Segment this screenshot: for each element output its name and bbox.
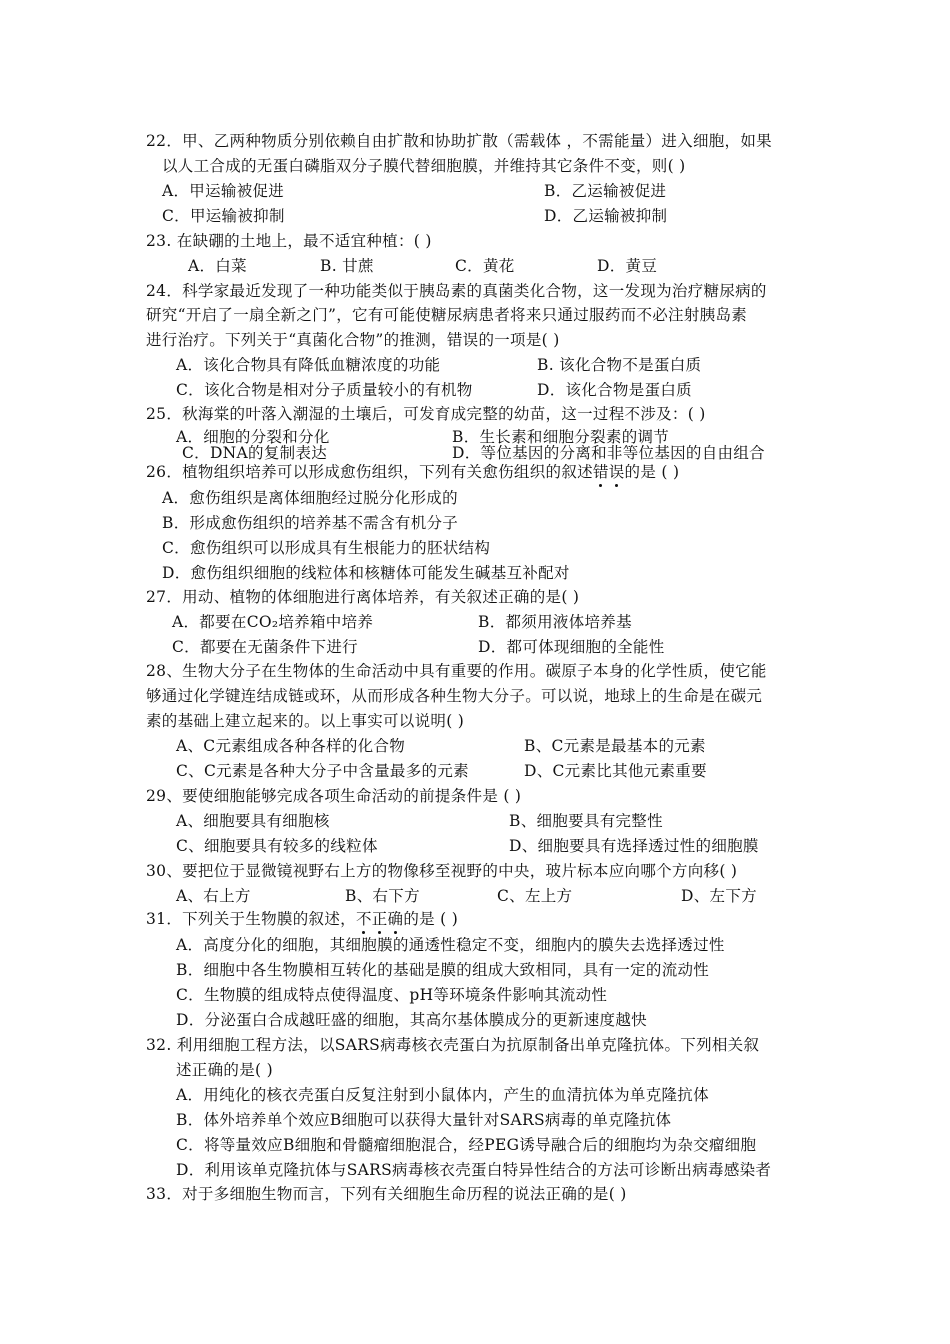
- q32-option-a: A．用纯化的核衣壳蛋白反复注射到小鼠体内，产生的血清抗体为单克隆抗体: [176, 1086, 709, 1104]
- q29-option-b: B、细胞要具有完整性: [509, 812, 663, 830]
- q31-option-b: B．细胞中各生物膜相互转化的基础是膜的组成大致相同，具有一定的流动性: [176, 961, 710, 979]
- q26-option-c: C．愈伤组织可以形成具有生根能力的胚状结构: [162, 539, 491, 557]
- q23-option-c: C．黄花: [455, 257, 515, 275]
- q29-option-c: C、细胞要具有较多的线粒体: [176, 837, 378, 855]
- q24-stem-line1: 24．科学家最近发现了一种功能类似于胰岛素的真菌类化合物，这一发现为治疗糖尿病的: [146, 282, 767, 300]
- q28-option-c: C、C元素是各种大分子中含量最多的元素: [176, 762, 469, 780]
- q26-option-b: B．形成愈伤组织的培养基不需含有机分子: [162, 514, 459, 532]
- q28-stem-line1: 28、生物大分子在生物体的生命活动中具有重要的作用。碳原子本身的化学性质，使它能: [146, 662, 767, 680]
- q22-stem-line2: 以人工合成的无蛋白磷脂双分子膜代替细胞膜，并维持其它条件不变，则( ): [162, 157, 686, 175]
- q26-emphasis: [593, 463, 625, 481]
- q27-option-c: C．都要在无菌条件下进行: [172, 638, 358, 656]
- q29-option-a: A、细胞要具有细胞核: [176, 812, 330, 830]
- q26-emphasis-text: 错误: [592, 463, 625, 481]
- q22-stem-line1: 22．甲、乙两种物质分别依赖自由扩散和协助扩散（需载体 ，不需能量）进入细胞，如果: [146, 132, 772, 150]
- q31-option-a: A．高度分化的细胞，其细胞膜的通透性稳定不变，细胞内的膜失去选择透过性: [176, 936, 725, 954]
- q31-emphasis-text: 不正确: [355, 910, 404, 928]
- q30-option-a: A、右上方: [176, 887, 251, 905]
- q30-option-d: D、左下方: [681, 887, 757, 905]
- q24-stem-line2: 研究“开启了一扇全新之门”，它有可能使糖尿病患者将来只通过服药而不必注射胰岛素: [146, 306, 748, 324]
- q25-option-c: C．DNA的复制表达: [182, 444, 328, 462]
- q28-option-b: B、C元素是最基本的元素: [524, 737, 706, 755]
- q26-option-d: D．愈伤组织细胞的线粒体和核糖体可能发生碱基互补配对: [162, 564, 570, 582]
- q23-option-a: A．白菜: [188, 257, 247, 275]
- q25-stem: 25．秋海棠的叶落入潮湿的土壤后，可发育成完整的幼苗，这一过程不涉及：( ): [146, 405, 706, 423]
- q28-stem-line3: 素的基础上建立起来的。以上事实可以说明( ): [146, 712, 465, 730]
- q30-option-c: C、左上方: [497, 887, 573, 905]
- q32-option-c: C．将等量效应B细胞和骨髓瘤细胞混合，经PEG诱导融合后的细胞均为杂交瘤细胞: [176, 1136, 757, 1154]
- q25-option-d: D．等位基因的分离和非等位基因的自由组合: [452, 444, 765, 462]
- q26-stem: [146, 462, 679, 482]
- q22-option-a: A．甲运输被促进: [162, 182, 285, 200]
- emphasis-dot: [615, 484, 618, 487]
- q27-stem: 27．用动、植物的体细胞进行离体培养，有关叙述正确的是( ): [146, 588, 580, 606]
- q33-stem: 33．对于多细胞生物而言，下列有关细胞生命历程的说法正确的是( ): [146, 1185, 627, 1203]
- q23-option-b: B. 甘蔗: [320, 257, 374, 275]
- q31-stem-pre: 31．下列关于生物膜的叙述，: [146, 910, 356, 928]
- q22-option-b: B．乙运输被促进: [544, 182, 667, 200]
- q26-option-a: A．愈伤组织是离体细胞经过脱分化形成的: [162, 489, 458, 507]
- q28-option-a: A、C元素组成各种各样的化合物: [176, 737, 406, 755]
- q25-option-a: A．细胞的分裂和分化: [176, 428, 330, 446]
- q31-stem: [146, 909, 458, 929]
- q31-option-c: C．生物膜的组成特点使得温度、pH等环境条件影响其流动性: [176, 986, 608, 1004]
- emphasis-dot: [378, 931, 381, 934]
- q28-option-d: D、C元素比其他元素重要: [524, 762, 707, 780]
- emphasis-dot: [362, 931, 365, 934]
- q26-stem-pre: 26．植物组织培养可以形成愈伤组织，下列有关愈伤组织的叙述: [146, 463, 593, 481]
- q32-option-d: D．利用该单克隆抗体与SARS病毒核衣壳蛋白特异性结合的方法可诊断出病毒感染者: [176, 1161, 772, 1179]
- q31-emphasis: [356, 910, 403, 928]
- q29-stem: 29、要使细胞能够完成各项生命活动的前提条件是 ( ): [146, 787, 522, 805]
- q31-stem-post: 的是 ( ): [403, 910, 459, 928]
- q24-option-c: C．该化合物是相对分子质量较小的有机物: [176, 381, 473, 399]
- q26-stem-post: 的是 ( ): [624, 463, 680, 481]
- q27-option-b: B．都须用液体培养基: [478, 613, 632, 631]
- q27-option-a: A．都要在CO₂培养箱中培养: [172, 613, 374, 631]
- q22-option-c: C．甲运输被抑制: [162, 207, 285, 225]
- q32-option-b: B．体外培养单个效应B细胞可以获得大量针对SARS病毒的单克隆抗体: [176, 1111, 672, 1129]
- q32-stem-line1: 32. 利用细胞工程方法，以SARS病毒核衣壳蛋白为抗原制备出单克隆抗体。下列相关叙: [146, 1036, 760, 1054]
- q25-option-b: B．生长素和细胞分裂素的调节: [452, 428, 670, 446]
- emphasis-dot: [599, 484, 602, 487]
- q24-option-b: B. 该化合物不是蛋白质: [537, 356, 702, 374]
- q32-stem-line2: 述正确的是( ): [176, 1061, 273, 1079]
- q30-option-b: B、右下方: [345, 887, 420, 905]
- q27-option-d: D．都可体现细胞的全能性: [478, 638, 665, 656]
- q23-stem: 23. 在缺硼的土地上，最不适宜种植：( ): [146, 232, 432, 250]
- emphasis-dot: [394, 931, 397, 934]
- q29-option-d: D、细胞要具有选择透过性的细胞膜: [509, 837, 759, 855]
- q30-stem: 30、要把位于显微镜视野右上方的物像移至视野的中央，玻片标本应向哪个方向移( ): [146, 862, 738, 880]
- q31-option-d: D．分泌蛋白合成越旺盛的细胞，其高尔基体膜成分的更新速度越快: [176, 1011, 647, 1029]
- q24-stem-line3: 进行治疗。下列关于“真菌化合物”的推测，错误的一项是( ): [146, 331, 560, 349]
- q28-stem-line2: 够通过化学键连结成链或环，从而形成各种生物大分子。可以说，地球上的生命是在碳元: [146, 687, 763, 705]
- q22-option-d: D．乙运输被抑制: [544, 207, 668, 225]
- q24-option-d: D．该化合物是蛋白质: [537, 381, 692, 399]
- q24-option-a: A．该化合物具有降低血糖浓度的功能: [176, 356, 441, 374]
- q23-option-d: D．黄豆: [597, 257, 658, 275]
